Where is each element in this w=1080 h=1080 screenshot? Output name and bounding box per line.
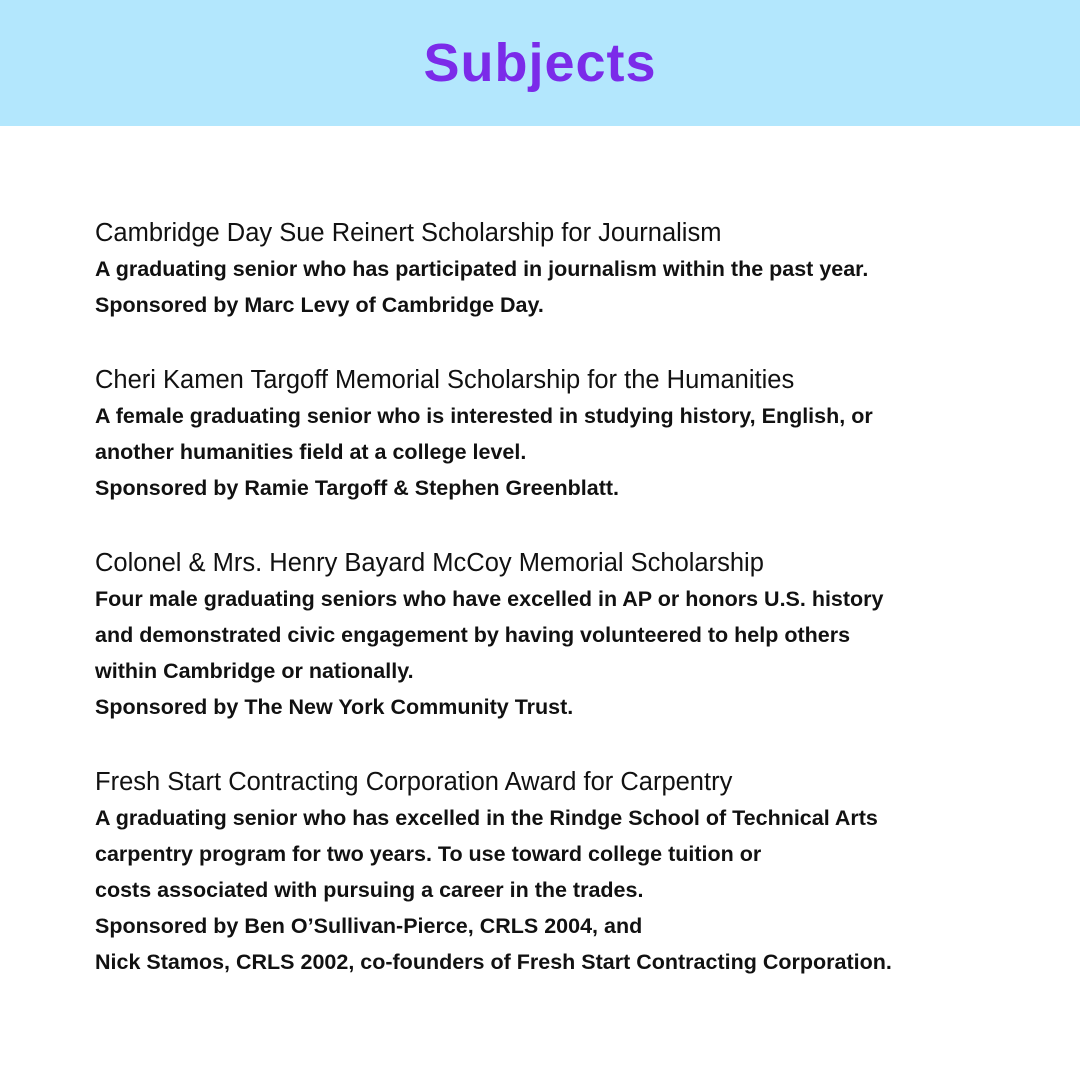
scholarship-description: A graduating senior who has excelled in the Rindge School of Technical Arts (95, 806, 878, 830)
header-banner (0, 0, 1080, 126)
page-title: Subjects (423, 33, 657, 93)
scholarship-sponsor: Sponsored by Ramie Targoff & Stephen Greenblatt. (95, 476, 620, 500)
scholarship-sponsor: Nick Stamos, CRLS 2002, co-founders of Fresh Start Contracting Corporation. (95, 950, 892, 974)
scholarship-description: Four male graduating seniors who have excelled in AP or honors U.S. history (95, 587, 884, 611)
scholarship-entry (95, 362, 1035, 506)
scholarship-sponsor: Sponsored by Marc Levy of Cambridge Day. (95, 293, 544, 317)
scholarship-description: another humanities field at a college level. (95, 440, 527, 464)
scholarship-description: carpentry program for two years. To use toward college tuition or (95, 842, 762, 866)
scholarship-description: within Cambridge or nationally. (95, 659, 414, 683)
scholarship-title: Cheri Kamen Targoff Memorial Scholarship for the Humanities (95, 366, 795, 394)
scholarship-title: Fresh Start Contracting Corporation Award for Carpentry (95, 768, 733, 796)
scholarship-description: costs associated with pursuing a career in the trades. (95, 878, 644, 902)
scholarship-description: A female graduating senior who is interested in studying history, English, or (95, 404, 873, 428)
scholarship-entry (95, 215, 1035, 323)
scholarship-description: and demonstrated civic engagement by having volunteered to help others (95, 623, 851, 647)
scholarship-entry (95, 764, 1035, 980)
scholarship-title: Colonel & Mrs. Henry Bayard McCoy Memorial Scholarship (95, 549, 764, 577)
scholarship-sponsor: Sponsored by The New York Community Trust. (95, 695, 574, 719)
scholarship-title: Cambridge Day Sue Reinert Scholarship for Journalism (95, 219, 722, 247)
scholarship-description: A graduating senior who has participated in journalism within the past year. (95, 257, 869, 281)
scholarship-entry (95, 545, 1035, 725)
scholarship-sponsor: Sponsored by Ben O’Sullivan-Pierce, CRLS 2004, and (95, 914, 643, 938)
